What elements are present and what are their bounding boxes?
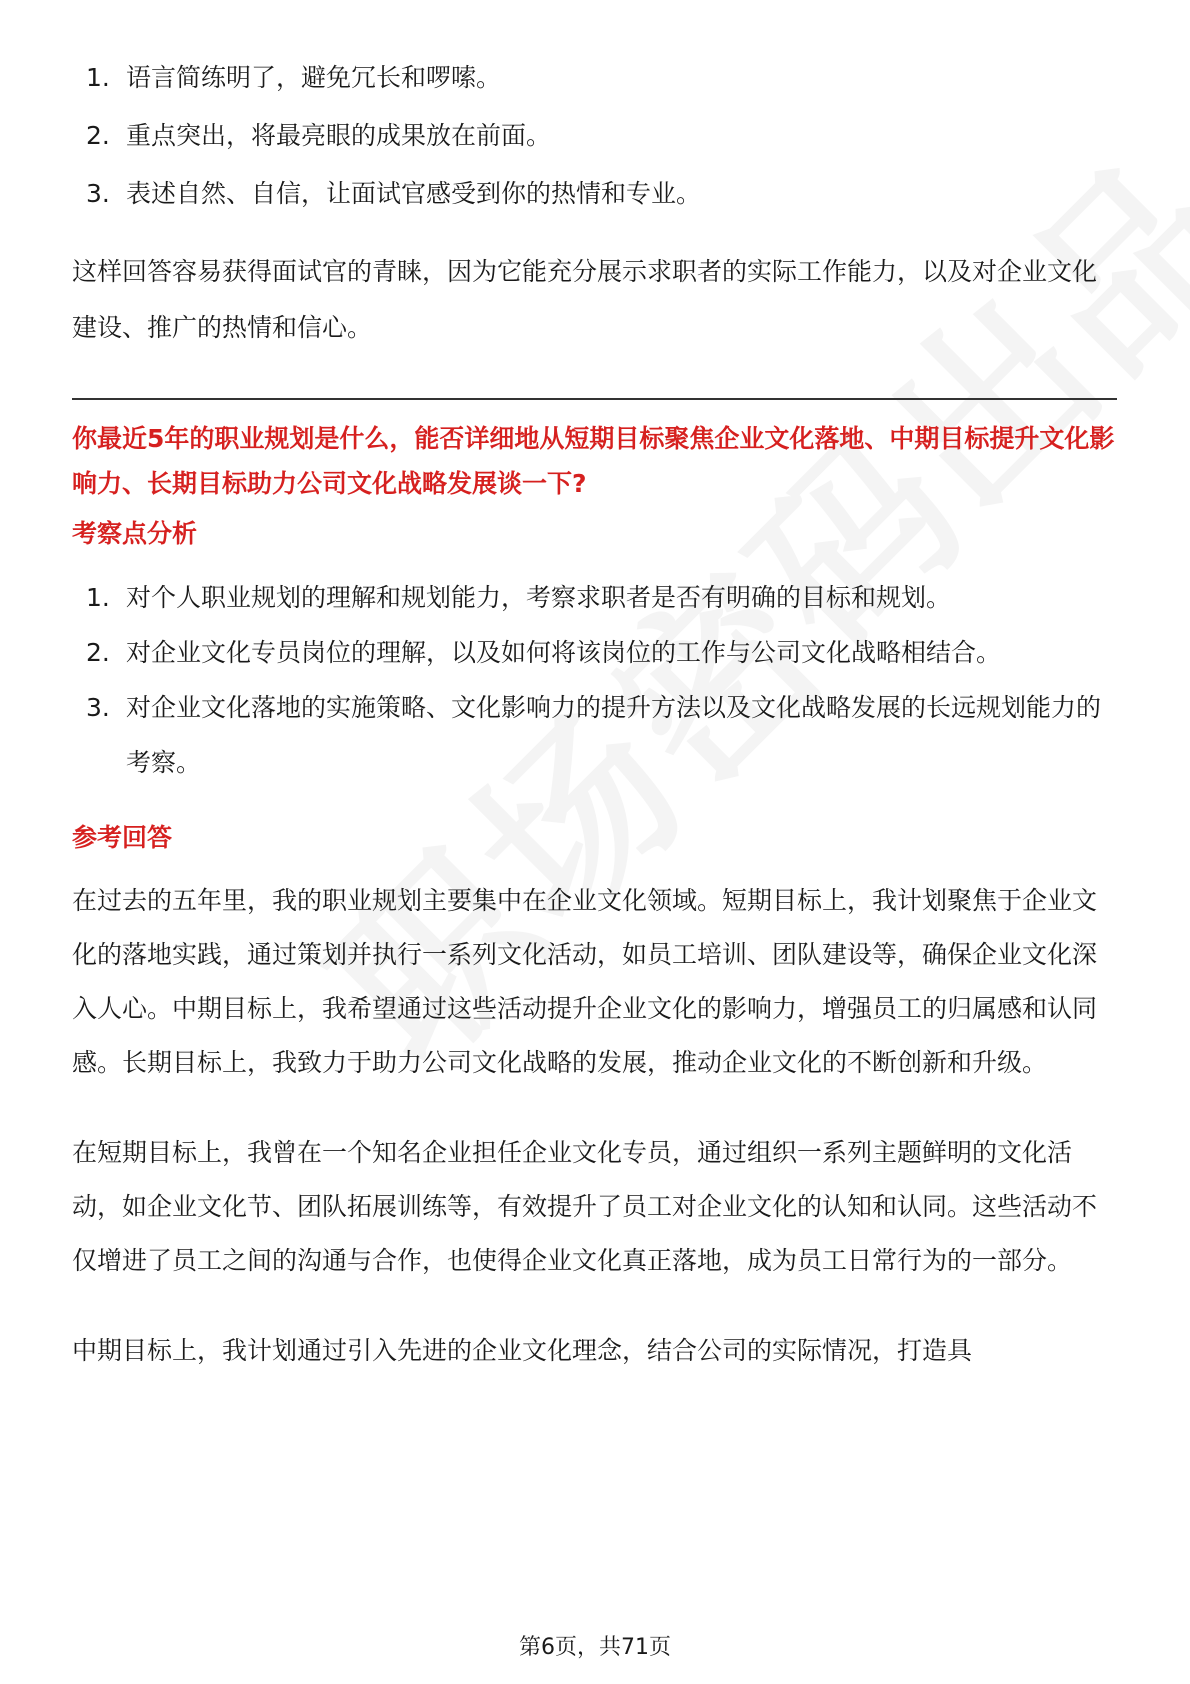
- list-item: [72, 50, 1117, 106]
- intro-list: [72, 50, 1117, 222]
- answer-heading: 参考回答: [72, 823, 173, 852]
- interview-question: 你最近5年的职业规划是什么，能否详细地从短期目标聚焦企业文化落地、中期目标提升文化影响力、长期目标助力公司文化战略发展谈一下?: [72, 424, 1115, 498]
- answer-paragraph: 在过去的五年里，我的职业规划主要集中在企业文化领域。短期目标上，我计划聚焦于企业文化的落地实践，通过策划并执行一系列文化活动，如员工培训、团队建设等，确保企业文化深入人心。中期目标上，我希望通过这些活动提升企业文化的影响力，增强员工的归属感和认同感。长期目标上，我致力于助力公司文化战略的发展，推动企业文化的不断创新和升级。: [72, 886, 1098, 1077]
- intro-paragraph: 这样回答容易获得面试官的青睐，因为它能充分展示求职者的实际工作能力，以及对企业文化建设、推广的热情和信心。: [72, 257, 1098, 342]
- list-text: 重点突出，将最亮眼的成果放在前面。: [126, 121, 552, 150]
- answer-paragraph: 中期目标上，我计划通过引入先进的企业文化理念，结合公司的实际情况，打造具: [72, 1336, 973, 1365]
- list-text: 对个人职业规划的理解和规划能力，考察求职者是否有明确的目标和规划。: [126, 583, 952, 612]
- list-number: 2.: [86, 121, 110, 150]
- list-item: [72, 166, 1117, 222]
- list-number: 1.: [86, 583, 110, 612]
- list-item: [72, 625, 1117, 680]
- section-divider: [72, 398, 1117, 400]
- list-text: 语言简练明了，避免冗长和啰嗦。: [126, 63, 502, 92]
- list-text: 对企业文化落地的实施策略、文化影响力的提升方法以及文化战略发展的长远规划能力的考察。: [126, 693, 1102, 777]
- page-footer: 第6页，共71页: [519, 1635, 671, 1660]
- list-number: 3.: [86, 693, 110, 722]
- list-number: 1.: [86, 63, 110, 92]
- analysis-heading: 考察点分析: [72, 519, 198, 548]
- list-item: [72, 570, 1117, 625]
- answer-section: [72, 874, 1117, 1378]
- list-number: 3.: [86, 179, 110, 208]
- list-number: 2.: [86, 638, 110, 667]
- list-text: 表述自然、自信，让面试官感受到你的热情和专业。: [126, 179, 702, 208]
- document-body: [72, 50, 1117, 1378]
- answer-paragraph: 在短期目标上，我曾在一个知名企业担任企业文化专员，通过组织一系列主题鲜明的文化活动，如企业文化节、团队拓展训练等，有效提升了员工对企业文化的认知和认同。这些活动不仅增进了员工之间的沟通与合作，也使得企业文化真正落地，成为员工日常行为的一部分。: [72, 1138, 1098, 1275]
- analysis-list: [72, 570, 1117, 790]
- list-item: [72, 108, 1117, 164]
- list-item: [72, 680, 1117, 790]
- list-text: 对企业文化专员岗位的理解，以及如何将该岗位的工作与公司文化战略相结合。: [126, 638, 1002, 667]
